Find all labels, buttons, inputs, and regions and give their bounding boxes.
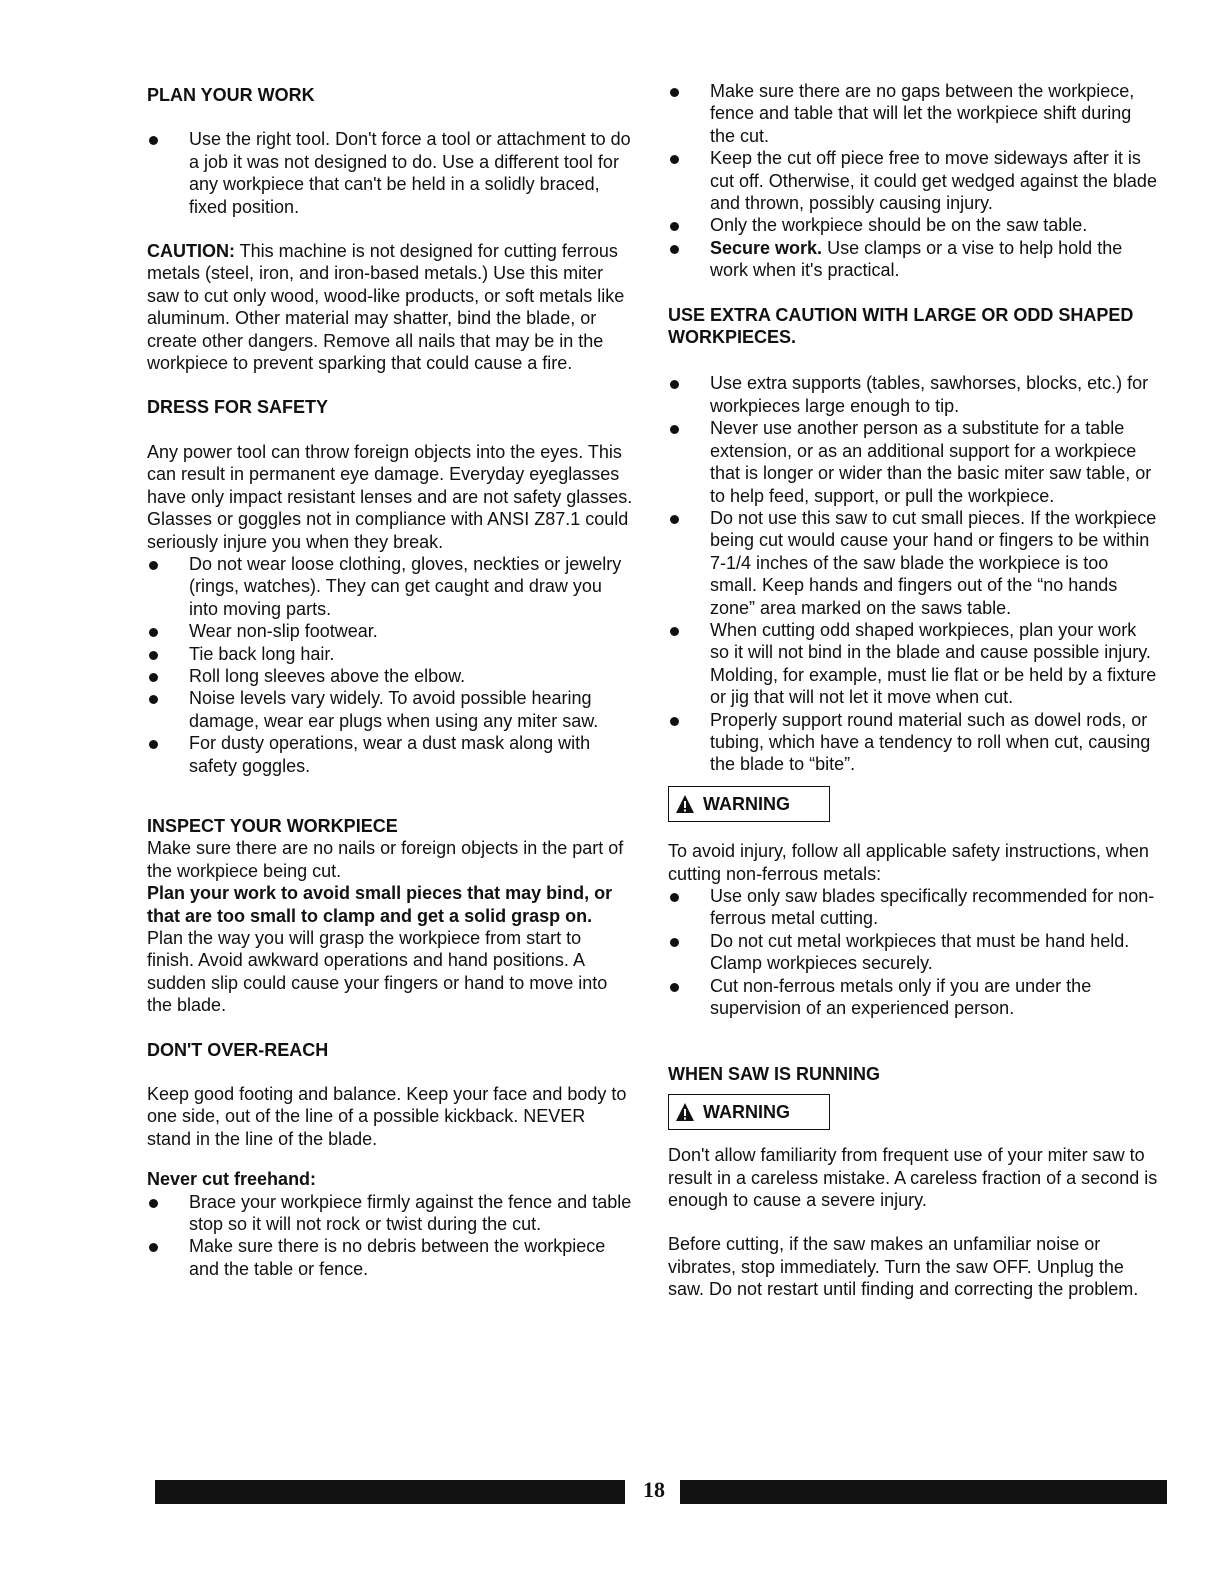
- running-heading: WHEN SAW IS RUNNING: [668, 1064, 881, 1085]
- list-item: [668, 237, 1160, 282]
- warning-intro: To avoid injury, follow all applicable safety instructions, when cutting non-ferrous metals:: [668, 841, 1149, 884]
- warning-label: WARNING: [703, 793, 790, 814]
- page-number: 18: [643, 1477, 665, 1502]
- plan-list: [147, 128, 633, 218]
- list-item: When cutting odd shaped workpieces, plan your work so it will not bind in the blade and cause possible injury. Molding, for example, must lie flat or be held by a fixture or jig that will not let it move when cut.: [668, 619, 1160, 709]
- caution-label: CAUTION:: [147, 241, 235, 262]
- plan-heading: PLAN YOUR WORK: [147, 85, 315, 105]
- list-item: Noise levels vary widely. To avoid possible hearing damage, wear ear plugs when using any miter saw.: [147, 687, 633, 732]
- left-column: [147, 84, 633, 1280]
- list-item: Do not wear loose clothing, gloves, neckties or jewelry (rings, watches). They can get caught and draw you into moving parts.: [147, 553, 633, 620]
- dress-intro: Any power tool can throw foreign objects into the eyes. This can result in permanent eye damage. Everyday eyeglasses have only impact resistant lenses and are not safety glasses. Glasses or goggles not in compliance with ANSI Z87.1 could seriously injure you when they break.: [147, 441, 633, 552]
- list-item: Brace your workpiece firmly against the fence and table stop so it will not rock or twist during the cut.: [147, 1191, 633, 1236]
- overreach-heading: DON'T OVER-REACH: [147, 1039, 329, 1060]
- running-text-1: Don't allow familiarity from frequent use of your miter saw to result in a careless mistake. A careless fraction of a second is enough to cause a severe injury.: [668, 1145, 1158, 1211]
- inspect-text-bold: Plan your work to avoid small pieces that may bind, or that are too small to clamp and get a solid grasp on.: [147, 883, 613, 926]
- warning-label: WARNING: [703, 1101, 790, 1122]
- list-item: For dusty operations, wear a dust mask along with safety goggles.: [147, 732, 633, 777]
- dress-list: [147, 553, 633, 777]
- list-item: Wear non-slip footwear.: [147, 620, 633, 642]
- freehand-subheading: Never cut freehand:: [147, 1169, 317, 1190]
- dress-heading: DRESS FOR SAFETY: [147, 397, 329, 418]
- workpiece-list: [668, 80, 1160, 282]
- list-item: Cut non-ferrous metals only if you are under the supervision of an experienced person.: [668, 975, 1160, 1020]
- warning-box: [668, 1094, 830, 1130]
- list-item: Tie back long hair.: [147, 643, 633, 665]
- list-item: Use only saw blades specifically recommended for non-ferrous metal cutting.: [668, 885, 1160, 930]
- list-item: Keep the cut off piece free to move sideways after it is cut off. Otherwise, it could get wedged against the blade and thrown, possibly causing injury.: [668, 147, 1160, 214]
- list-item: Do not use this saw to cut small pieces. If the workpiece being cut would cause your hand or fingers to be within 7-1/4 inches of the saw blade the workpiece is too small. Keep hands and fingers out of the “no hands zone” area marked on the saws table.: [668, 507, 1160, 619]
- warning-icon: [675, 1102, 695, 1122]
- running-text-2: Before cutting, if the saw makes an unfamiliar noise or vibrates, stop immediately. Turn the saw OFF. Unplug the saw. Do not restart until finding and correcting the problem.: [668, 1234, 1139, 1300]
- list-item: Never use another person as a substitute for a table extension, or as an additional support for a workpiece that is longer or wider than the basic miter saw table, or to help feed, support, or pull the workpiece.: [668, 417, 1160, 507]
- list-item: Use the right tool. Don't force a tool or attachment to do a job it was not designed to do. Use a different tool for any workpiece that can't be held in a solidly braced, fixed position.: [147, 128, 633, 218]
- warning-list: [668, 885, 1160, 1019]
- list-item: Use extra supports (tables, sawhorses, blocks, etc.) for workpieces large enough to tip.: [668, 372, 1160, 417]
- secure-label: Secure work.: [710, 237, 823, 258]
- caution-paragraph: [147, 240, 633, 374]
- inspect-text-3: Plan the way you will grasp the workpiece from start to finish. Avoid awkward operations and hand positions. A sudden slip could cause your fingers or hand to move into the blade.: [147, 928, 608, 1016]
- list-item: Only the workpiece should be on the saw table.: [668, 214, 1160, 236]
- right-column: [668, 80, 1160, 1301]
- inspect-text-1: Make sure there are no nails or foreign objects in the part of the workpiece being cut.: [147, 838, 624, 881]
- extra-caution-list: [668, 372, 1160, 775]
- list-item: Make sure there is no debris between the workpiece and the table or fence.: [147, 1235, 633, 1280]
- list-item: Make sure there are no gaps between the workpiece, fence and table that will let the workpiece shift during the cut.: [668, 80, 1160, 147]
- overreach-text: Keep good footing and balance. Keep your face and body to one side, out of the line of a possible kickback. NEVER stand in the line of the blade.: [147, 1084, 627, 1149]
- caution-text: This machine is not designed for cutting ferrous metals (steel, iron, and iron-based metals.) Use this miter saw to cut only wood, wood-like products, or soft metals like aluminum. Other material may shatter, bind the blade, or create other dangers. Remove all nails that may be in the workpiece to prevent sparking that could cause a fire.: [147, 241, 625, 374]
- warning-box: [668, 786, 830, 822]
- footer-bar-right: [680, 1480, 1167, 1504]
- list-item: Properly support round material such as dowel rods, or tubing, which have a tendency to roll when cut, causing the blade to “bite”.: [668, 709, 1160, 776]
- warning-icon: [675, 794, 695, 814]
- list-item: Do not cut metal workpieces that must be hand held. Clamp workpieces securely.: [668, 930, 1160, 975]
- secure-text: Use clamps or a vise to help hold the work when it's practical.: [710, 237, 1123, 281]
- footer-bar-left: [155, 1480, 625, 1504]
- inspect-heading: INSPECT YOUR WORKPIECE: [147, 815, 398, 836]
- list-item: Roll long sleeves above the elbow.: [147, 665, 633, 687]
- freehand-list: [147, 1191, 633, 1281]
- extra-caution-heading: USE EXTRA CAUTION WITH LARGE OR ODD SHAPED WORKPIECES.: [668, 304, 1134, 348]
